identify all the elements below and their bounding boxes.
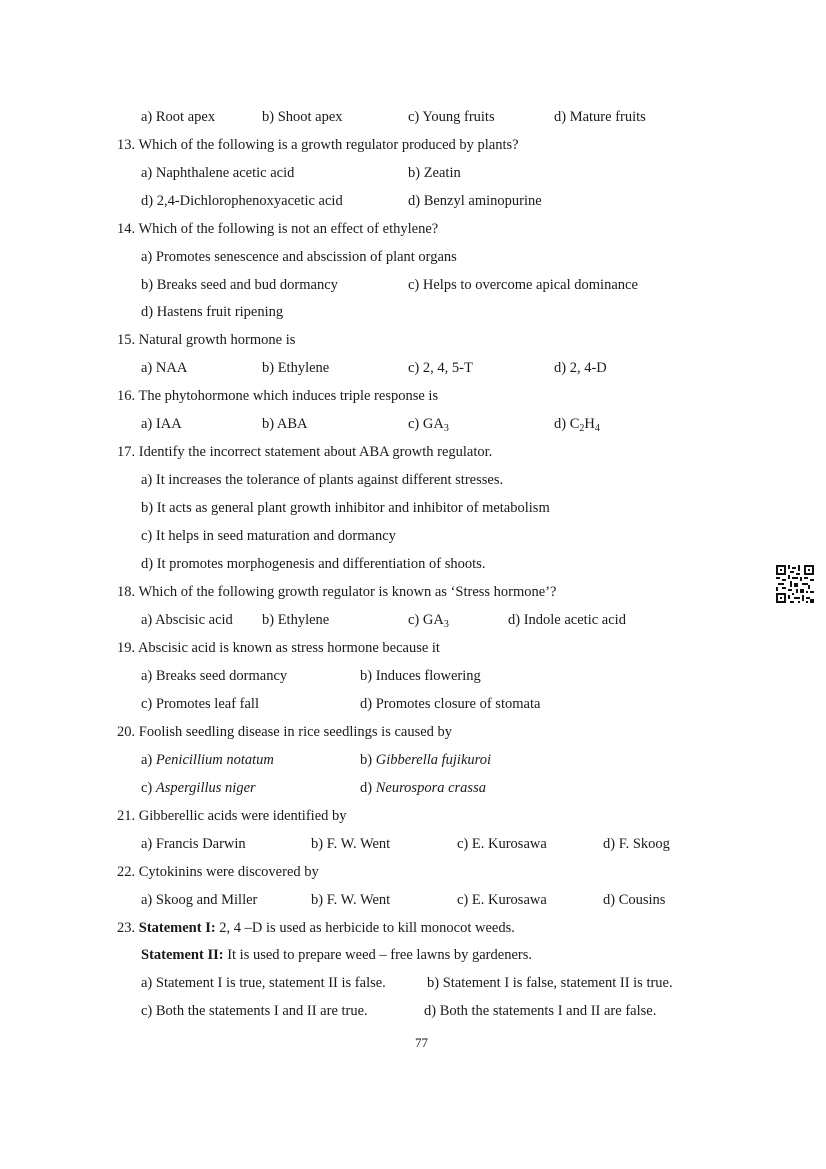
q16-option-a: a) IAA bbox=[141, 416, 182, 432]
q17-option-c: c) It helps in seed maturation and dormancy bbox=[141, 528, 396, 544]
q23-option-a: a) Statement I is true, statement II is false. bbox=[141, 975, 386, 991]
q18-option-b: b) Ethylene bbox=[262, 612, 330, 628]
q14-option-a: a) Promotes senescence and abscission of plant organs bbox=[141, 249, 457, 265]
q17-option-a: a) It increases the tolerance of plants against different stresses. bbox=[141, 472, 504, 488]
q14-option-c: c) Helps to overcome apical dominance bbox=[408, 277, 638, 293]
q21-question: 21. Gibberellic acids were identified by bbox=[117, 808, 347, 824]
q13-option-b: b) Zeatin bbox=[408, 165, 461, 181]
q15-question: 15. Natural growth hormone is bbox=[117, 332, 296, 348]
q22-option-b: b) F. W. Went bbox=[311, 892, 391, 908]
q14-option-b: b) Breaks seed and bud dormancy bbox=[141, 277, 338, 293]
q19-option-d: d) Promotes closure of stomata bbox=[360, 696, 541, 712]
q15-option-b: b) Ethylene bbox=[262, 360, 330, 376]
q21-option-a: a) Francis Darwin bbox=[141, 836, 246, 852]
q20-option-b: b) Gibberella fujikuroi bbox=[360, 752, 492, 768]
q13-option-c: d) 2,4-Dichlorophenoxyacetic acid bbox=[141, 193, 343, 209]
q15-option-c: c) 2, 4, 5-T bbox=[408, 360, 473, 376]
q17-question: 17. Identify the incorrect statement about ABA growth regulator. bbox=[117, 444, 493, 460]
q12-option-b: b) Shoot apex bbox=[262, 109, 343, 125]
q23-statement-2: Statement II: It is used to prepare weed – free lawns by gardeners. bbox=[141, 947, 532, 963]
q18-option-d: d) Indole acetic acid bbox=[508, 612, 626, 628]
q14-option-d: d) Hastens fruit ripening bbox=[141, 304, 284, 320]
page-number: 77 bbox=[415, 1035, 428, 1050]
q22-option-a: a) Skoog and Miller bbox=[141, 892, 258, 908]
q22-option-c: c) E. Kurosawa bbox=[457, 892, 547, 908]
q18-option-a: a) Abscisic acid bbox=[141, 612, 233, 628]
q14-question: 14. Which of the following is not an effect of ethylene? bbox=[117, 221, 439, 237]
q16-question: 16. The phytohormone which induces triple response is bbox=[117, 388, 439, 404]
q17-option-b: b) It acts as general plant growth inhibitor and inhibitor of metabolism bbox=[141, 500, 550, 516]
q20-question: 20. Foolish seedling disease in rice seedlings is caused by bbox=[117, 724, 453, 740]
q23-option-c: c) Both the statements I and II are true. bbox=[141, 1003, 368, 1019]
q21-option-c: c) E. Kurosawa bbox=[457, 836, 547, 852]
q16-option-c: c) $GA_3$ bbox=[408, 416, 449, 434]
q19-option-b: b) Induces flowering bbox=[360, 668, 481, 684]
q19-option-a: a) Breaks seed dormancy bbox=[141, 668, 288, 684]
q22-option-d: d) Cousins bbox=[603, 892, 666, 908]
q23-option-b: b) Statement I is false, statement II is true. bbox=[427, 975, 673, 991]
q16-option-b: b) ABA bbox=[262, 416, 308, 432]
q15-option-a: a) NAA bbox=[141, 360, 188, 376]
q12-option-a: a) Root apex bbox=[141, 109, 216, 125]
q15-option-d: d) 2, 4-D bbox=[554, 360, 607, 376]
q13-question: 13. Which of the following is a growth regulator produced by plants? bbox=[117, 137, 519, 153]
q22-question: 22. Cytokinins were discovered by bbox=[117, 864, 319, 880]
q23-option-d: d) Both the statements I and II are false. bbox=[424, 1003, 657, 1019]
q16-option-d: d) $C_2H_4$ bbox=[554, 416, 600, 434]
q13-option-a: a) Naphthalene acetic acid bbox=[141, 165, 295, 181]
q17-option-d: d) It promotes morphogenesis and differentiation of shoots. bbox=[141, 556, 486, 572]
q13-option-d: d) Benzyl aminopurine bbox=[408, 193, 542, 209]
qr-code-icon[interactable] bbox=[776, 565, 814, 603]
q20-option-c: c) Aspergillus niger bbox=[141, 780, 256, 796]
q19-question: 19. Abscisic acid is known as stress hormone because it bbox=[117, 640, 440, 656]
q12-option-c: c) Young fruits bbox=[408, 109, 495, 125]
q18-option-c: c) $GA_3$ bbox=[408, 612, 449, 630]
q20-option-a: a) Penicillium notatum bbox=[141, 752, 274, 768]
q23-statement-1: 23. Statement I: 2, 4 –D is used as herbicide to kill monocot weeds. bbox=[117, 920, 515, 936]
q21-option-d: d) F. Skoog bbox=[603, 836, 670, 852]
q21-option-b: b) F. W. Went bbox=[311, 836, 391, 852]
q18-question: 18. Which of the following growth regulator is known as ‘Stress hormone’? bbox=[117, 584, 557, 600]
q19-option-c: c) Promotes leaf fall bbox=[141, 696, 259, 712]
q20-option-d: d) Neurospora crassa bbox=[360, 780, 486, 796]
q12-option-d: d) Mature fruits bbox=[554, 109, 646, 125]
